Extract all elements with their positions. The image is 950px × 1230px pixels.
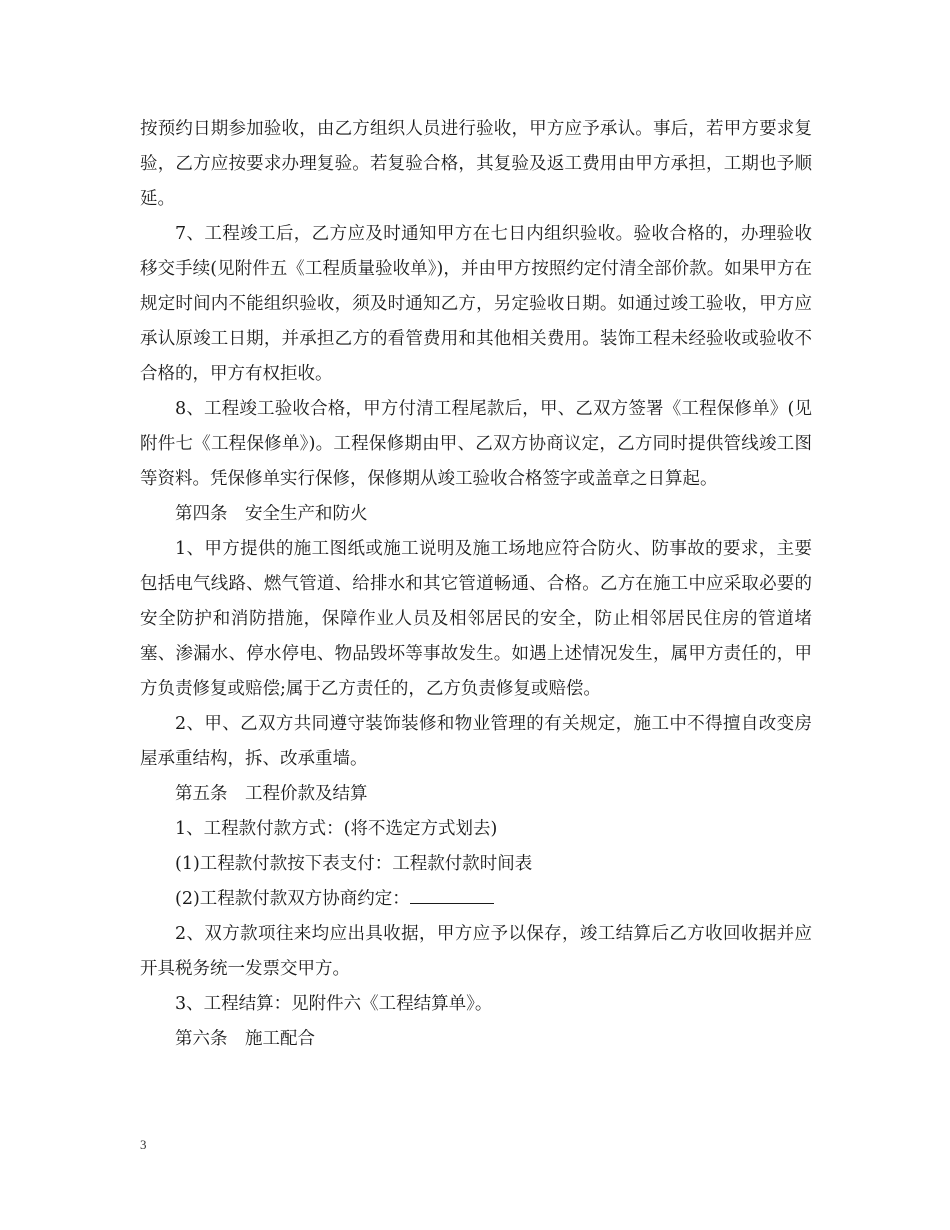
page-number: 3 — [140, 1137, 147, 1152]
paragraph-clause-8: 8、工程竣工验收合格，甲方付清工程尾款后，甲、乙双方签署《工程保修单》(见附件七《工程保修单》)。工程保修期由甲、乙双方协商议定，乙方同时提供管线竣工图等资料。凭保修单实行保修，保修期从竣工验收合格签字或盖章之日算起。 — [140, 399, 812, 489]
paragraph-fire-safety-2: 2、甲、乙双方共同遵守装饰装修和物业管理的有关规定，施工中不得擅自改变房屋承重结构，拆、改承重墙。 — [140, 714, 812, 769]
paragraph-settlement: 3、工程结算：见附件六《工程结算单》。 — [175, 994, 493, 1014]
paragraph-payment-option-1: (1)工程款付款按下表支付：工程款付款时间表 — [175, 854, 533, 874]
paragraph-payment-option-2 — [140, 882, 812, 917]
document-body — [140, 112, 812, 1057]
paragraph-clause-7: 7、工程竣工后，乙方应及时通知甲方在七日内组织验收。验收合格的，办理验收移交手续(见附件五《工程质量验收单》)，并由甲方按照约定付清全部价款。如果甲方在规定时间内不能组织验收，须及时通知乙方，另定验收日期。如通过竣工验收，甲方应承认原竣工日期，并承担乙方的看管费用和其他相关费用。装饰工程未经验收或验收不合格的，甲方有权拒收。 — [140, 224, 812, 384]
paragraph-fire-safety-1: 1、甲方提供的施工图纸或施工说明及施工场地应符合防火、防事故的要求，主要包括电气线路、燃气管道、给排水和其它管道畅通、合格。乙方在施工中应采取必要的安全防护和消防措施，保障作业人员及相邻居民的安全，防止相邻居民住房的管道堵塞、渗漏水、停水停电、物品毁坏等事故发生。如遇上述情况发生，属甲方责任的，甲方负责修复或赔偿;属于乙方责任的，乙方负责修复或赔偿。 — [140, 539, 812, 699]
section-heading-article-4: 第四条 安全生产和防火 — [175, 504, 368, 524]
section-heading-article-5: 第五条 工程价款及结算 — [175, 784, 368, 804]
fill-in-blank — [410, 885, 494, 904]
section-heading-article-6: 第六条 施工配合 — [175, 1029, 315, 1049]
paragraph-payment-method: 1、工程款付款方式：(将不选定方式划去) — [175, 819, 498, 839]
paragraph-receipts: 2、双方款项往来均应出具收据，甲方应予以保存，竣工结算后乙方收回收据并应开具税务统一发票交甲方。 — [140, 924, 812, 979]
paragraph-continuation: 按预约日期参加验收，由乙方组织人员进行验收，甲方应予承认。事后，若甲方要求复验，乙方应按要求办理复验。若复验合格，其复验及返工费用由甲方承担，工期也予顺延。 — [140, 119, 812, 209]
payment-option-2-label: (2)工程款付款双方协商约定： — [175, 889, 410, 909]
